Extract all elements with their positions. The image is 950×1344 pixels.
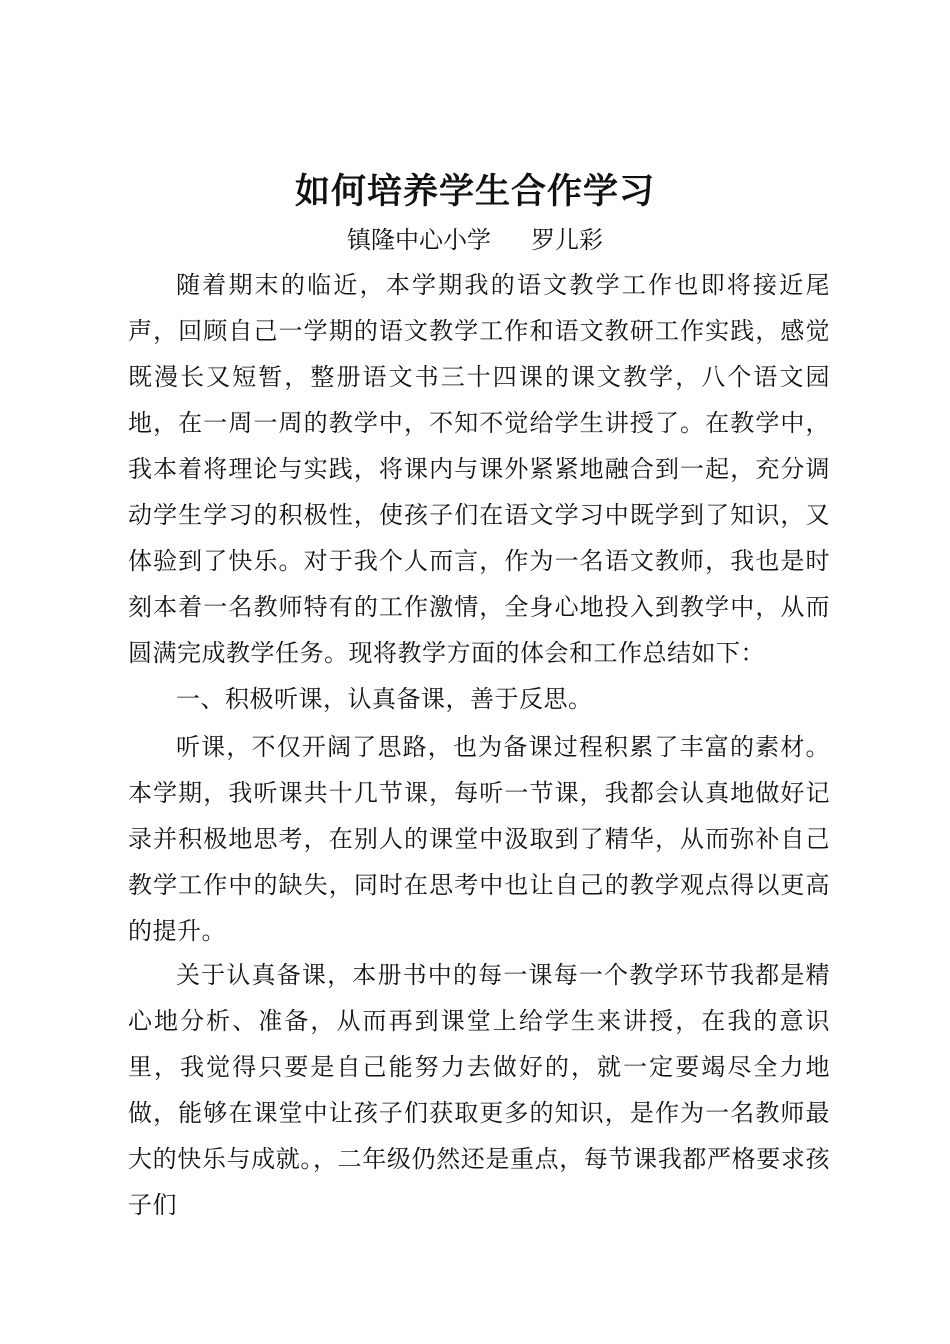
body-paragraph-1	[128, 262, 830, 676]
section-heading	[128, 676, 830, 722]
document-title: 如何培养学生合作学习	[294, 171, 655, 212]
byline	[0, 222, 950, 258]
paragraph-text: 关于认真备课，本册书中的每一课每一个教学环节我都是精心地分析、准备，从而再到课堂上给学生来讲授，在我的意识里，我觉得只要是自己能努力去做好的，就一定要竭尽全力地做，能够在课堂中让孩子们获取更多的知识，是作为一名教师最大的快乐与成就。，二年级仍然还是重点，每节课我都严格要求孩子们	[128, 961, 830, 1219]
body-paragraph-2	[128, 724, 830, 954]
paragraph-text: 随着期末的临近，本学期我的语文教学工作也即将接近尾声，回顾自己一学期的语文教学工作和语文教研工作实践，感觉既漫长又短暂，整册语文书三十四课的课文教学，八个语文园地，在一周一周的教学中，不知不觉给学生讲授了。在教学中，我本着将理论与实践，将课内与课外紧紧地融合到一起，充分调动学生学习的积极性，使孩子们在语文学习中既学到了知识，又体验到了快乐。对于我个人而言，作为一名语文教师，我也是时刻本着一名教师特有的工作激情，全身心地投入到教学中，从而圆满完成教学任务。现将教学方面的体会和工作总结如下：	[128, 271, 830, 667]
paragraph-text: 听课，不仅开阔了思路，也为备课过程积累了丰富的素材。本学期，我听课共十几节课，每听一节课，我都会认真地做好记录并积极地思考，在别人的课堂中汲取到了精华，从而弥补自己教学工作中的缺失，同时在思考中也让自己的教学观点得以更高的提升。	[128, 733, 830, 945]
section-heading-text: 一、积极听课，认真备课，善于反思。	[176, 685, 593, 713]
byline-school: 镇隆中心小学	[347, 226, 491, 254]
body-paragraph-3	[128, 952, 830, 1228]
byline-author: 罗儿彩	[531, 226, 603, 254]
